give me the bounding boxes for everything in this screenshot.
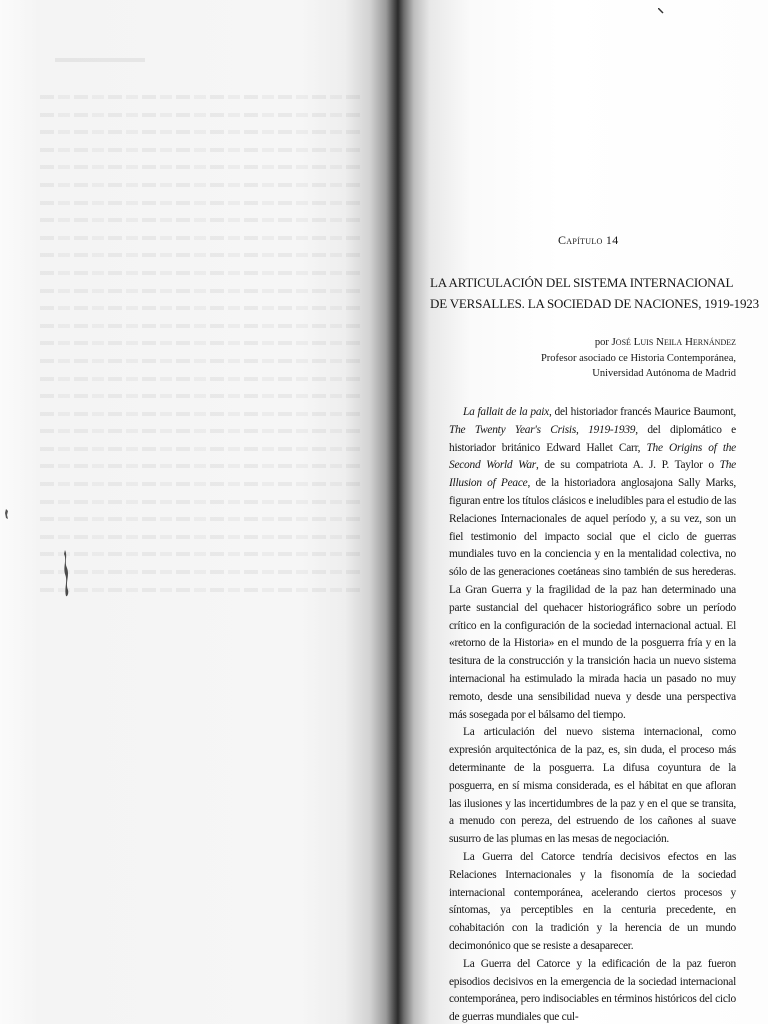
- author-affiliation-1: Profesor asociado ce Historia Contemporánea,: [540, 352, 736, 364]
- author-block: [450, 335, 736, 382]
- paragraph-1-text-1: , del historiador francés Maurice Baumont,: [548, 406, 736, 418]
- chapter-title: [430, 272, 759, 314]
- chapter-body-text: [449, 404, 736, 1027]
- paragraph-1: [449, 404, 736, 724]
- author-line: [450, 335, 736, 351]
- page-ink-smudge: [62, 548, 72, 598]
- page-corner-mark: [658, 8, 664, 14]
- left-page-bleed-through-text: [40, 95, 360, 605]
- page-speck-mark: [4, 508, 10, 520]
- chapter-title-line-1: LA ARTICULACIÓN DEL SISTEMA INTERNACIONAL: [430, 275, 734, 290]
- chapter-label: Capítulo 14: [558, 233, 619, 247]
- paragraph-3: La Guerra del Catorce tendría decisivos efectos en las Relaciones Internacionales y la fisonomía de la sociedad internacional contemporánea, acelerando ciertos procesos y síntomas, ya perceptibles en la centuria precedente, en cohabitación con la tradición y la herencia de un mundo decimonónico que se resiste a desaparecer.: [449, 850, 736, 952]
- paragraph-1-text-3: , de su compatriota A. J. P. Taylor o: [535, 459, 720, 472]
- author-name: José Luis Neila Hernández: [611, 336, 736, 348]
- work-title-2: The Twenty Year's Crisis, 1919-1939: [449, 423, 636, 436]
- paragraph-2: La articulación del nuevo sistema internacional, como expresión arquitectónica de la paz, es, sin duda, el proceso más determinante de la posguerra. La difusa coyuntura de la posguerra, en sí misma considerada, es el hábitat en que afloran las ilusiones y las incertidumbres de la paz y en el que se transita, a menudo con pereza, del estruendo de los cañones al suave susurro de las plumas en las mesas de negociación.: [449, 726, 736, 846]
- author-prefix: por: [594, 337, 612, 348]
- work-title-1: La fallait de la paix: [463, 406, 549, 418]
- chapter-title-line-2: DE VERSALLES. LA SOCIEDAD DE NACIONES, 1919-1923: [430, 296, 759, 311]
- work-title-4: The Illusion of Peace: [449, 459, 736, 490]
- paragraph-4: La Guerra del Catorce y la edificación de la paz fueron episodios decisivos en la emergencia de la sociedad internacional contemporánea, pero indisociables en términos históricos del ciclo de guerras mundiales que cul-: [449, 957, 736, 1024]
- work-title-3: The Origins of the Second World War: [449, 441, 736, 472]
- left-page-running-head-bleed: [55, 58, 145, 62]
- paragraph-1-text-4: , de la historiadora anglosajona Sally Marks, figuran entre los títulos clásicos e ineludibles para el estudio de las Relaciones Internacionales de aquel período y, a su vez, son un fiel testimonio del impacto social que el ciclo de guerras mundiales tuvo en la conciencia y en la mentalidad colectiva, no sólo de las generaciones coetáneas sino también de sus herederas. La Gran Guerra y la fragilidad de la paz han determinado una parte sustancial del quehacer historiográfico sobre un período crítico en la configuración de la sociedad internacional actual. El «retorno de la Historia» en el mundo de la posguerra fría y en la tesitura de la construcción y la transición hacia un nuevo sistema internacional ha estimulado la mirada hacia un pasado no muy remoto, desde una sensibilidad nueva y desde una perspectiva más sosegada por el bálsamo del tiempo.: [449, 477, 736, 721]
- author-affiliation-2: Universidad Autónoma de Madrid: [592, 368, 736, 379]
- paragraph-1-text-2: , del diplomático e historiador británico Edward Hallet Carr,: [449, 423, 736, 454]
